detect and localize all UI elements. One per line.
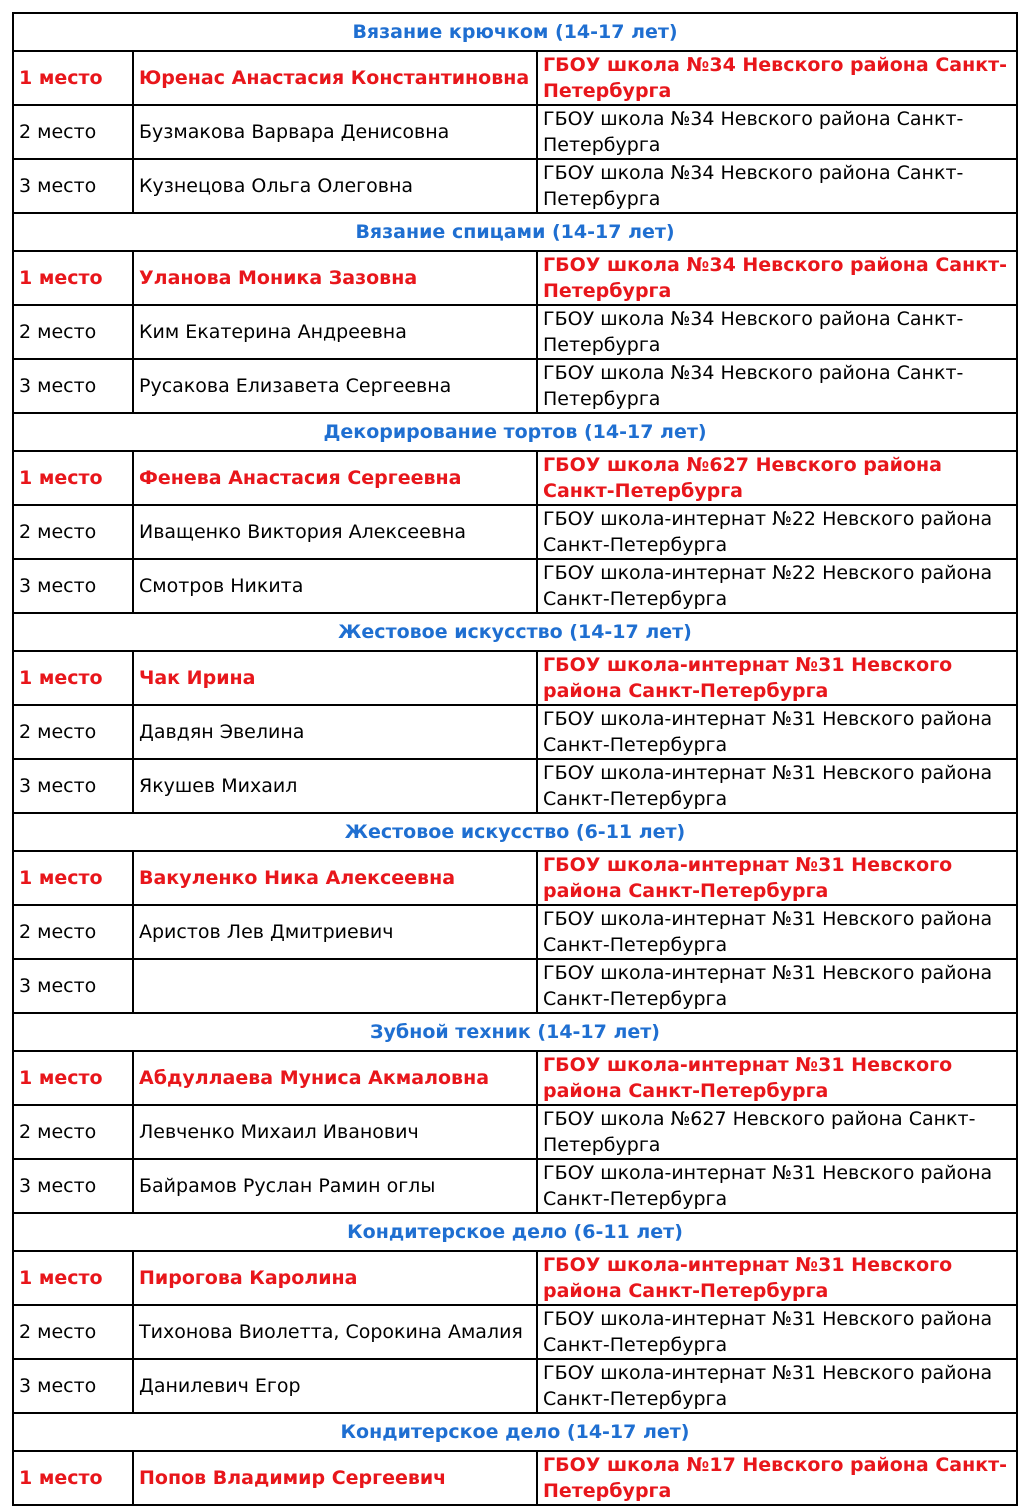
result-row <box>13 305 1017 359</box>
category-title: Кондитерское дело (6-11 лет) <box>13 1213 1017 1251</box>
result-row <box>13 105 1017 159</box>
participant-name-cell: Абдуллаева Муниса Акмаловна <box>133 1051 537 1105</box>
category-header-row <box>13 1213 1017 1251</box>
school-cell: ГБОУ школа №34 Невского района Санкт-Петербурга <box>537 305 1017 359</box>
place-cell: 2 место <box>13 1305 133 1359</box>
participant-name-cell: Тихонова Виолетта, Сорокина Амалия <box>133 1305 537 1359</box>
school-cell: ГБОУ школа-интернат №31 Невского района Санкт-Петербурга <box>537 1359 1017 1413</box>
school-cell: ГБОУ школа №17 Невского района Санкт-Петербурга <box>537 1451 1017 1505</box>
result-row <box>13 1359 1017 1413</box>
place-cell: 1 место <box>13 251 133 305</box>
participant-name-cell: Пирогова Каролина <box>133 1251 537 1305</box>
place-cell: 3 место <box>13 159 133 213</box>
place-cell: 1 место <box>13 51 133 105</box>
winner-row <box>13 851 1017 905</box>
participant-name-cell: Левченко Михаил Иванович <box>133 1105 537 1159</box>
school-cell: ГБОУ школа №34 Невского района Санкт-Петербурга <box>537 51 1017 105</box>
winner-row <box>13 451 1017 505</box>
participant-name-cell: Вакуленко Ника Алексеевна <box>133 851 537 905</box>
place-cell: 1 место <box>13 851 133 905</box>
place-cell: 2 место <box>13 305 133 359</box>
category-header-row <box>13 613 1017 651</box>
category-title: Вязание спицами (14-17 лет) <box>13 213 1017 251</box>
place-cell: 1 место <box>13 1251 133 1305</box>
category-title: Декорирование тортов (14-17 лет) <box>13 413 1017 451</box>
school-cell: ГБОУ школа №34 Невского района Санкт-Петербурга <box>537 105 1017 159</box>
school-cell: ГБОУ школа-интернат №31 Невского района Санкт-Петербурга <box>537 905 1017 959</box>
participant-name-cell: Кузнецова Ольга Олеговна <box>133 159 537 213</box>
school-cell: ГБОУ школа №627 Невского района Санкт-Петербурга <box>537 1105 1017 1159</box>
category-header-row <box>13 413 1017 451</box>
participant-name-cell: Ким Екатерина Андреевна <box>133 305 537 359</box>
participant-name-cell: Юренас Анастасия Константиновна <box>133 51 537 105</box>
result-row <box>13 1105 1017 1159</box>
category-title: Вязание крючком (14-17 лет) <box>13 13 1017 51</box>
category-header-row <box>13 213 1017 251</box>
place-cell: 2 место <box>13 905 133 959</box>
school-cell: ГБОУ школа-интернат №31 Невского района Санкт-Петербурга <box>537 1251 1017 1305</box>
results-document <box>12 12 1016 1506</box>
participant-name-cell: Аристов Лев Дмитриевич <box>133 905 537 959</box>
participant-name-cell: Бузмакова Варвара Денисовна <box>133 105 537 159</box>
category-title: Зубной техник (14-17 лет) <box>13 1013 1017 1051</box>
place-cell: 3 место <box>13 559 133 613</box>
category-header-row <box>13 813 1017 851</box>
result-row <box>13 759 1017 813</box>
participant-name-cell <box>133 959 537 1013</box>
winner-row <box>13 1451 1017 1505</box>
category-header-row <box>13 13 1017 51</box>
category-title: Жестовое искусство (14-17 лет) <box>13 613 1017 651</box>
school-cell: ГБОУ школа №34 Невского района Санкт-Петербурга <box>537 251 1017 305</box>
place-cell: 1 место <box>13 1451 133 1505</box>
result-row <box>13 905 1017 959</box>
school-cell: ГБОУ школа-интернат №31 Невского района Санкт-Петербурга <box>537 759 1017 813</box>
school-cell: ГБОУ школа-интернат №31 Невского района Санкт-Петербурга <box>537 959 1017 1013</box>
place-cell: 2 место <box>13 505 133 559</box>
participant-name-cell: Байрамов Руслан Рамин оглы <box>133 1159 537 1213</box>
winner-row <box>13 1251 1017 1305</box>
school-cell: ГБОУ школа-интернат №22 Невского района Санкт-Петербурга <box>537 505 1017 559</box>
place-cell: 3 место <box>13 1359 133 1413</box>
participant-name-cell: Фенева Анастасия Сергеевна <box>133 451 537 505</box>
category-title: Кондитерское дело (14-17 лет) <box>13 1413 1017 1451</box>
result-row <box>13 159 1017 213</box>
winner-row <box>13 251 1017 305</box>
participant-name-cell: Давдян Эвелина <box>133 705 537 759</box>
school-cell: ГБОУ школа №34 Невского района Санкт-Петербурга <box>537 359 1017 413</box>
category-header-row <box>13 1013 1017 1051</box>
school-cell: ГБОУ школа №34 Невского района Санкт-Петербурга <box>537 159 1017 213</box>
place-cell: 3 место <box>13 1159 133 1213</box>
result-row <box>13 705 1017 759</box>
participant-name-cell: Русакова Елизавета Сергеевна <box>133 359 537 413</box>
school-cell: ГБОУ школа-интернат №22 Невского района Санкт-Петербурга <box>537 559 1017 613</box>
participant-name-cell: Иващенко Виктория Алексеевна <box>133 505 537 559</box>
participant-name-cell: Данилевич Егор <box>133 1359 537 1413</box>
participant-name-cell: Уланова Моника Зазовна <box>133 251 537 305</box>
school-cell: ГБОУ школа-интернат №31 Невского района Санкт-Петербурга <box>537 1305 1017 1359</box>
result-row <box>13 505 1017 559</box>
place-cell: 3 место <box>13 759 133 813</box>
school-cell: ГБОУ школа-интернат №31 Невского района Санкт-Петербурга <box>537 851 1017 905</box>
school-cell: ГБОУ школа-интернат №31 Невского района Санкт-Петербурга <box>537 1159 1017 1213</box>
winner-row <box>13 651 1017 705</box>
result-row <box>13 1159 1017 1213</box>
place-cell: 3 место <box>13 359 133 413</box>
participant-name-cell: Попов Владимир Сергеевич <box>133 1451 537 1505</box>
participant-name-cell: Чак Ирина <box>133 651 537 705</box>
results-table-body <box>13 13 1017 1505</box>
category-title: Жестовое искусство (6-11 лет) <box>13 813 1017 851</box>
result-row <box>13 359 1017 413</box>
place-cell: 2 место <box>13 1105 133 1159</box>
place-cell: 3 место <box>13 959 133 1013</box>
winner-row <box>13 51 1017 105</box>
place-cell: 1 место <box>13 651 133 705</box>
place-cell: 2 место <box>13 705 133 759</box>
place-cell: 2 место <box>13 105 133 159</box>
school-cell: ГБОУ школа-интернат №31 Невского района Санкт-Петербурга <box>537 1051 1017 1105</box>
place-cell: 1 место <box>13 451 133 505</box>
result-row <box>13 959 1017 1013</box>
winner-row <box>13 1051 1017 1105</box>
participant-name-cell: Якушев Михаил <box>133 759 537 813</box>
result-row <box>13 559 1017 613</box>
school-cell: ГБОУ школа-интернат №31 Невского района Санкт-Петербурга <box>537 651 1017 705</box>
result-row <box>13 1305 1017 1359</box>
results-table <box>12 12 1018 1506</box>
school-cell: ГБОУ школа №627 Невского района Санкт-Петербурга <box>537 451 1017 505</box>
school-cell: ГБОУ школа-интернат №31 Невского района Санкт-Петербурга <box>537 705 1017 759</box>
category-header-row <box>13 1413 1017 1451</box>
place-cell: 1 место <box>13 1051 133 1105</box>
participant-name-cell: Смотров Никита <box>133 559 537 613</box>
